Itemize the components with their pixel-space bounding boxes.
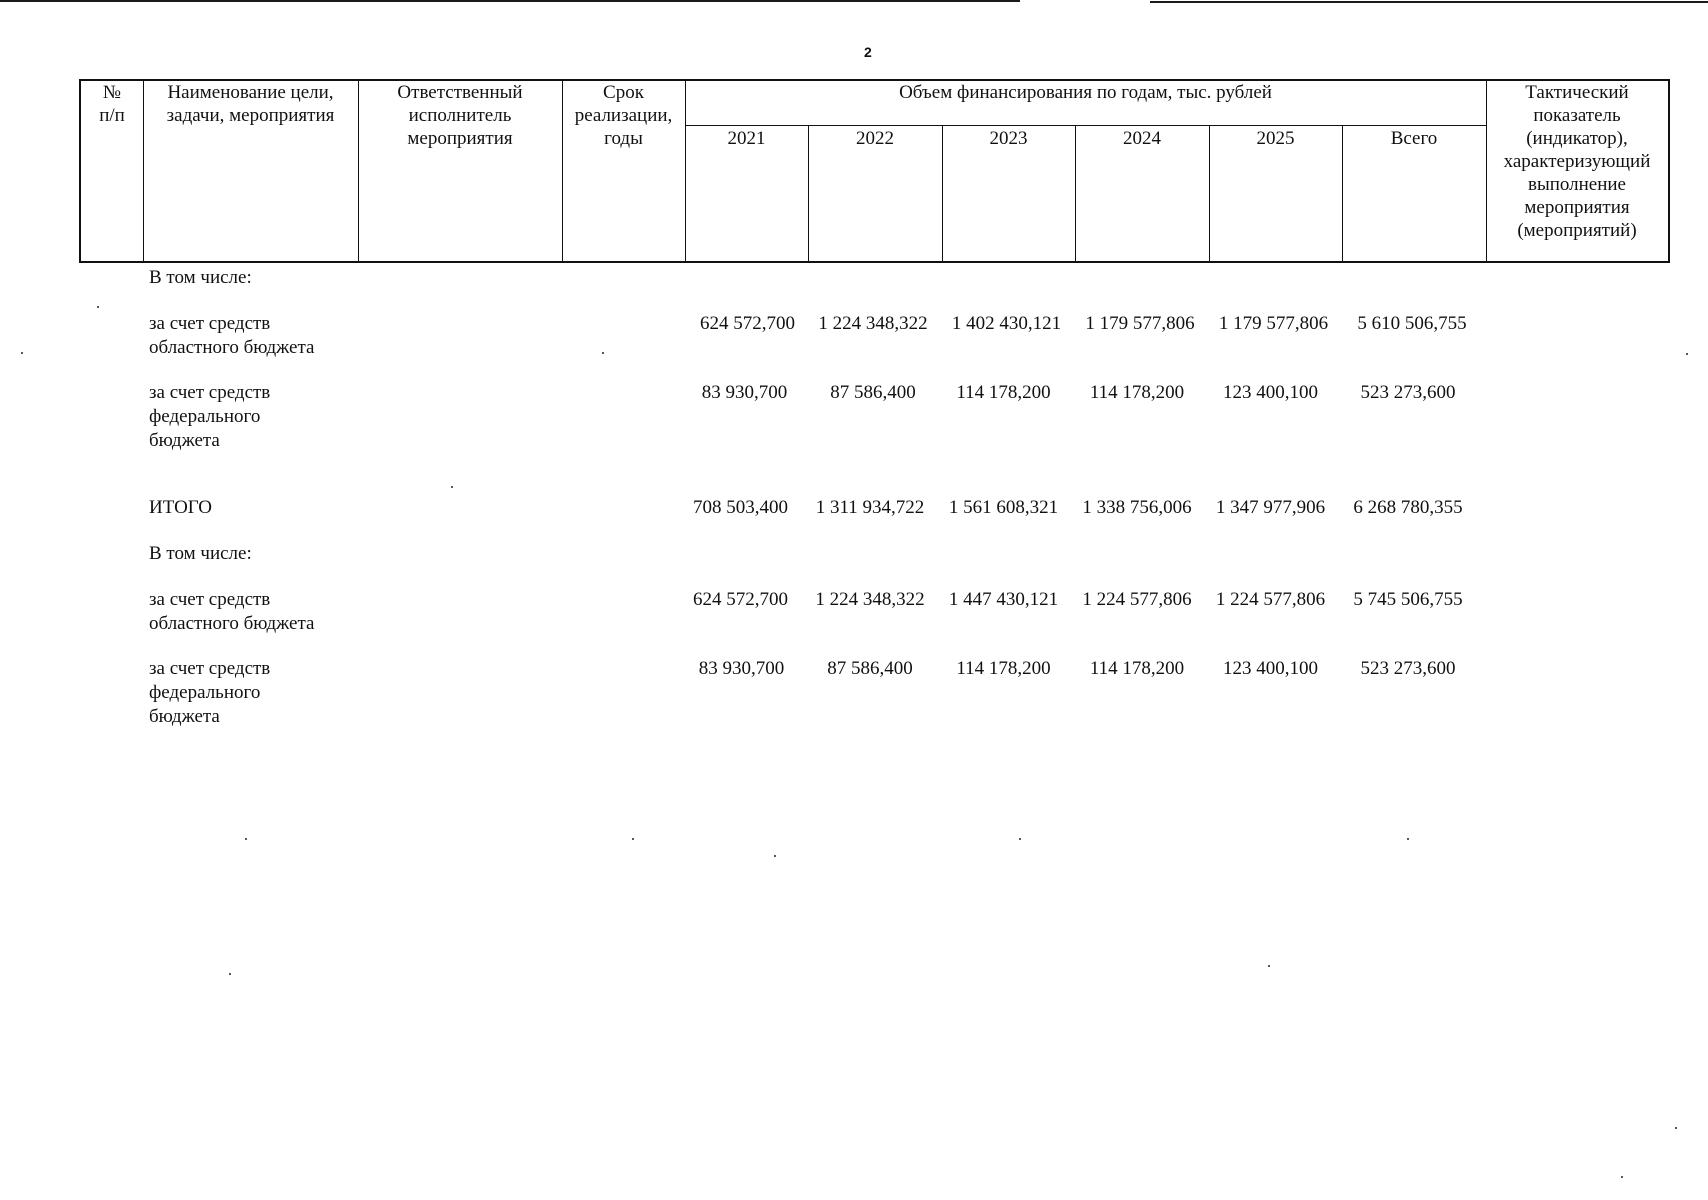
scan-edge-left — [0, 0, 1020, 2]
row-label-total: ИТОГО — [149, 497, 213, 518]
value-2024: 1 338 756,006 — [1082, 497, 1192, 518]
row-label-subtotal-heading-2: В том числе: — [149, 543, 252, 564]
value-2021: 83 930,700 — [698, 658, 785, 679]
value-total: 5 745 506,755 — [1353, 589, 1463, 610]
value-2025: 1 347 977,906 — [1215, 497, 1326, 518]
value-2024: 1 179 577,806 — [1085, 313, 1195, 334]
value-2021: 624 572,700 — [693, 589, 788, 610]
value-total: 6 268 780,355 — [1353, 497, 1463, 518]
header-col-indicator: Тактический показатель (индикатор), характеризующий выполнение мероприятия (мероприятий) — [1503, 82, 1651, 241]
header-col-period: Срок реализации, годы — [574, 82, 673, 149]
row-label: за счет средств областного бюджета — [149, 589, 315, 634]
value-2025: 1 224 577,806 — [1215, 589, 1326, 610]
value-2025: 123 400,100 — [1223, 382, 1318, 403]
row-label-subtotal-heading-1: В том числе: — [149, 267, 252, 288]
value-2022: 1 224 348,322 — [815, 589, 925, 610]
value-2023: 1 561 608,321 — [948, 497, 1059, 518]
header-col-executor: Ответственный исполнитель мероприятия — [397, 82, 523, 149]
value-2022: 1 224 348,322 — [818, 313, 928, 334]
header-col-number: № п/п — [99, 82, 125, 126]
header-total: Всего — [1390, 128, 1438, 149]
value-total: 5 610 506,755 — [1357, 313, 1467, 334]
header-year-2024: 2024 — [1123, 128, 1161, 149]
value-2021: 83 930,700 — [701, 382, 788, 403]
value-2022: 87 586,400 — [830, 382, 916, 403]
value-2024: 114 178,200 — [1089, 658, 1185, 679]
row-label: за счет средств областного бюджета — [149, 313, 315, 358]
value-2023: 1 447 430,121 — [948, 589, 1059, 610]
header-year-2025: 2025 — [1256, 128, 1295, 149]
value-total: 523 273,600 — [1360, 658, 1456, 679]
header-col-name: Наименование цели, задачи, мероприятия — [166, 82, 335, 126]
row-label: за счет средств федерального бюджета — [149, 382, 271, 451]
value-2023: 1 402 430,121 — [951, 313, 1062, 334]
header-table — [79, 79, 1670, 263]
value-total: 523 273,600 — [1360, 382, 1456, 403]
value-2025: 123 400,100 — [1223, 658, 1318, 679]
page-number: 2 — [864, 44, 872, 60]
value-2022: 1 311 934,722 — [815, 497, 925, 518]
header-col-funding: Объем финансирования по годам, тыс. рублей — [899, 82, 1272, 103]
scan-edge-right — [1150, 1, 1708, 3]
value-2021: 624 572,700 — [700, 313, 795, 334]
value-2023: 114 178,200 — [956, 382, 1051, 403]
header-year-2021: 2021 — [727, 128, 766, 149]
row-label: за счет средств федерального бюджета — [149, 658, 271, 727]
value-2022: 87 586,400 — [827, 658, 913, 679]
value-2024: 114 178,200 — [1089, 382, 1185, 403]
value-2025: 1 179 577,806 — [1218, 313, 1329, 334]
value-2023: 114 178,200 — [956, 658, 1051, 679]
value-2024: 1 224 577,806 — [1082, 589, 1192, 610]
header-year-2022: 2022 — [856, 128, 894, 149]
header-year-2023: 2023 — [989, 128, 1028, 149]
value-2021: 708 503,400 — [693, 497, 788, 518]
